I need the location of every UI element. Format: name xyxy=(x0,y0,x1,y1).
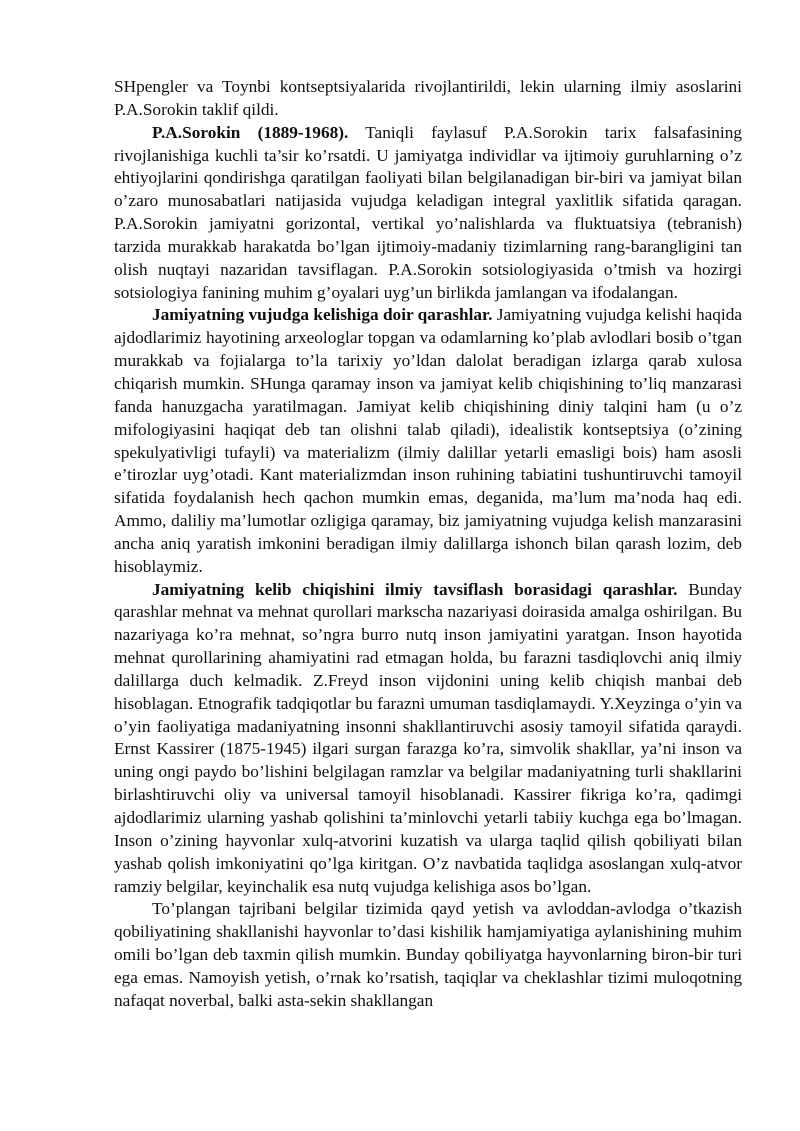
paragraph-intro xyxy=(114,76,742,122)
paragraph-scientific-views xyxy=(114,579,742,899)
paragraph-experience xyxy=(114,898,742,1012)
paragraph-text: To’plangan tajribani belgilar tizimida qayd yetish va avloddan-avlodga o’tkazish qobiliyatining shakllanishi hayvonlar to’dasi kishilik hamjamiyatiga aylanishining muhim omili bo’lgan deb taxmin qilish mumkin. Bunday qobiliyatga hayvonlarning biron-bir turi ega emas. Namoyish yetish, o’rnak ko’rsatish, taqiqlar va cheklashlar tizimi muloqotning nafaqat noverbal, balki asta-sekin shakllangan xyxy=(114,899,742,1010)
paragraph-heading: Jamiyatning kelib chiqishini ilmiy tavsiflash borasidagi qarashlar. xyxy=(152,579,678,599)
paragraph-text: Bunday qarashlar mehnat va mehnat qurollari markscha nazariyasi doirasida amalga oshirilgan. Bu nazariyaga ko’ra mehnat, so’ngra burro nutq inson jamiyatini yaratgan. Inson hayotida mehnat qurollarining ahamiyatini rad etmagan holda, bu farazni tasdiqlovchi aniq ilmiy dalillarga duch kelmadik. Z.Freyd inson vijdonini uning kelib chiqish manbai deb hisoblagan. Etnografik tadqiqotlar bu farazni umuman tasdiqlamaydi. Y.Xeyzinga o’yin va o’yin faoliyatiga madaniyatning insonni shakllantiruvchi asosiy tamoyil sifatida qaraydi. Ernst Kassirer (1875-1945) ilgari surgan farazga ko’ra, simvolik shakllar, ya’ni inson va uning ongi paydo bo’lishini belgilagan ramzlar va belgilar madaniyatning turli shakllarini birlashtiruvchi oliy va universal tamoyil hisoblanadi. Kassirer fikriga ko’ra, qadimgi ajdodlarimiz ularning yashab qolishini ta’minlovchi yetarli tabiiy kuchga ega bo’lmagan. Inson o’zining hayvonlar xulq-atvorini kuzatish va ularga taqlid qilish qobiliyati bilan yashab qolish imkoniyatini qo’lga kiritgan. O’z navbatida taqlidga asoslangan xulq-atvor ramziy belgilar, keyinchalik esa nutq vujudga kelishiga asos bo’lgan. xyxy=(114,579,742,896)
paragraph-society-origin xyxy=(114,304,742,578)
paragraph-text: SHpengler va Toynbi kontseptsiyalarida rivojlantirildi, lekin ularning ilmiy asoslarini P.A.Sorokin taklif qildi. xyxy=(114,77,742,119)
paragraph-heading: P.A.Sorokin (1889-1968). xyxy=(152,122,349,142)
paragraph-sorokin xyxy=(114,122,742,305)
paragraph-text: Jamiyatning vujudga kelishi haqida ajdodlarimiz hayotining arxeologlar topgan va odamlarning ko’plab avlodlari bosib o’tgan murakkab va fojialarga to’la tarixiy yo’ldan dalolat beradigan izlarga qarab xulosa chiqarish mumkin. SHunga qaramay inson va jamiyat kelib chiqishining to’liq manzarasi fanda hanuzgacha yaratilmagan. Jamiyat kelib chiqishining diniy talqini ham (u o’z mifologiyasini haqiqat deb tan olishni talab qiladi), idealistik kontseptsiya (o’zining spekulyativligi tufayli) va materializm (ilmiy dalillar yetarli emasligi bois) ham asosli e’tirozlar uyg’otadi. Kant materializmdan inson ruhining tabiatini tushuntiruvchi tamoyil sifatida foydalanish hech qachon mumkin emas, deganida, ma’lum ma’noda haq edi. Ammo, daliliy ma’lumotlar ozligiga qaramay, biz jamiyatning vujudga kelish manzarasini ancha aniq yaratish imkonini beradigan ilmiy dalillarga ishonch bilan qarash lozim, deb hisoblaymiz. xyxy=(114,305,743,576)
document-page xyxy=(114,76,742,1013)
paragraph-heading: Jamiyatning vujudga kelishiga doir qarashlar. xyxy=(152,305,493,325)
paragraph-text: Taniqli faylasuf P.A.Sorokin tarix falsafasining rivojlanishiga kuchli ta’sir ko’rsatdi. U jamiyatga individlar va ijtimoiy guruhlarning o’z ehtiyojlarini qondirishga qaratilgan faoliyati bilan belgilanadigan bir-biri va jamiyat bilan o’zaro munosabatlari natijasida vujudga keladigan integral yaxlitlik sifatida qaragan. P.A.Sorokin jamiyatni gorizontal, vertikal yo’nalishlarda va fluktuatsiya (tebranish) tarzida murakkab harakatda bo’lgan ijtimoiy-madaniy tizimlarning rang-barangligini tan olish nuqtayi nazaridan tavsiflagan. P.A.Sorokin sotsiologiyasida o’tmish va hozirgi sotsiologiya fanining muhim g’oyalari uyg’un birlikda jamlangan va ifodalangan. xyxy=(114,122,742,302)
